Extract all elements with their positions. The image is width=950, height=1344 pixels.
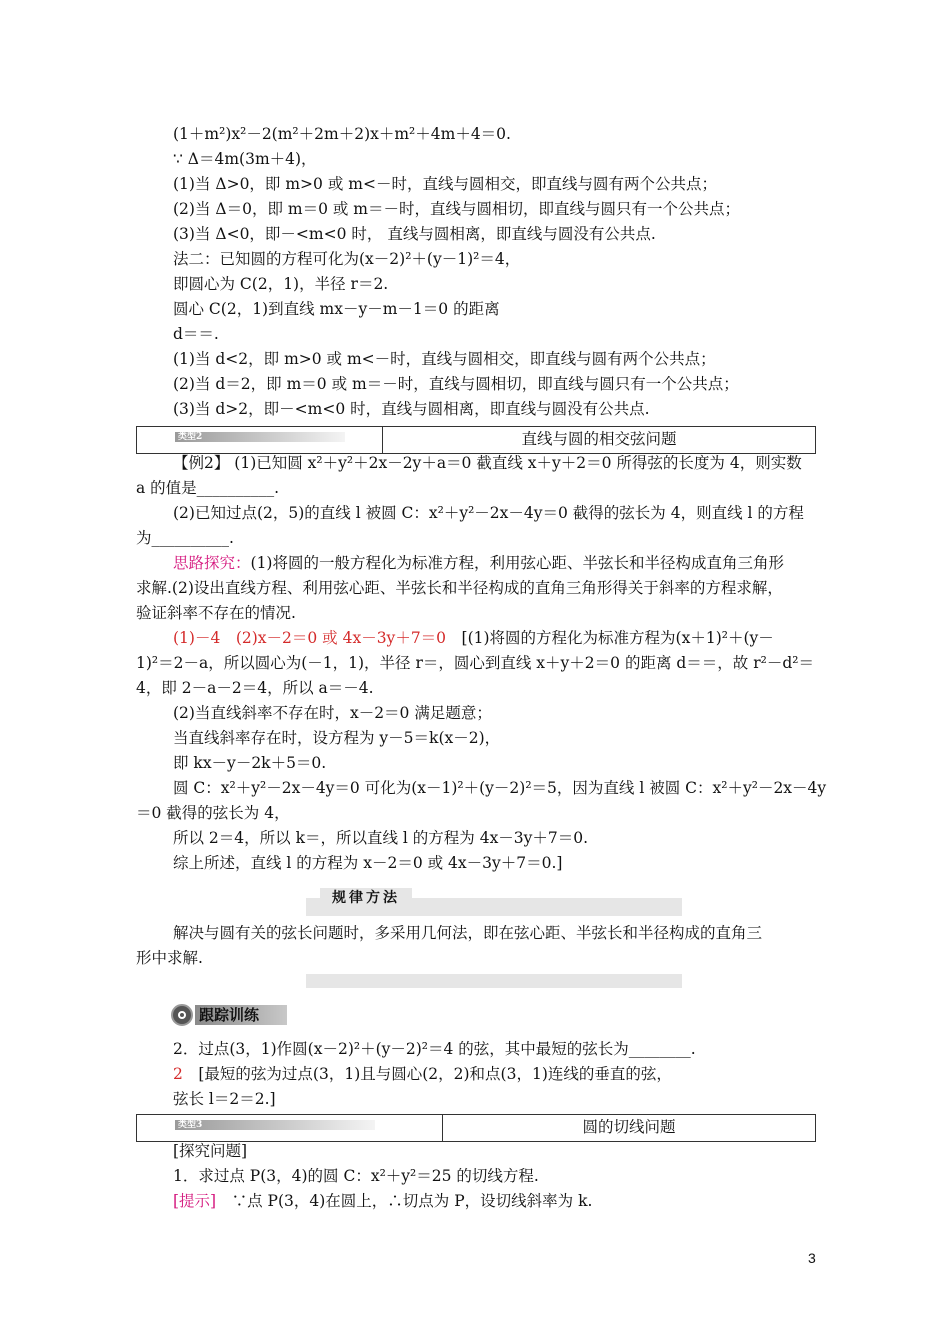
text-line: (1)当 d<2，即 m>0 或 m<－时，直线与圆相交，即直线与圆有两个公共点；: [173, 350, 716, 368]
text-line: (2)当 Δ＝0，即 m＝0 或 m＝－时，直线与圆相切，即直线与圆只有一个公共点；: [173, 200, 740, 218]
thinking-line: 求解.(2)设出直线方程、利用弦心距、半弦长和半径构成的直角三角形得关于斜率的方程求解，: [136, 579, 783, 597]
type-tag: 类型2: [175, 432, 345, 442]
page-number: 3: [808, 1250, 816, 1266]
text-line: 法二：已知圆的方程可化为(x－2)²＋(y－1)²＝4，: [173, 250, 521, 268]
text-line: d＝＝.: [173, 325, 219, 343]
section-title: 直线与圆的相交弦问题: [521, 430, 677, 448]
method-line: 形中求解.: [136, 949, 203, 967]
method-bar-bottom: [306, 974, 682, 988]
thinking-label: 思路探究：: [173, 554, 251, 572]
question-line: 2．过点(3，1)作圆(x－2)²＋(y－2)²＝4 的弦，其中最短的弦长为________.: [173, 1040, 696, 1058]
thinking-text: (1)将圆的一般方程化为标准方程，利用弦心距、半弦长和半径构成直角三角形: [250, 554, 784, 572]
text-line: 即圆心为 C(2，1)，半径 r＝2.: [173, 275, 389, 293]
section-title: 圆的切线问题: [582, 1118, 676, 1136]
section-header-type3: [136, 1114, 816, 1142]
example-line: a 的值是__________.: [136, 479, 280, 497]
text-line: (2)当 d＝2，即 m＝0 或 m＝－时，直线与圆相切，即直线与圆只有一个公共点；: [173, 375, 739, 393]
answer-key: (1)－4 (2)x－2＝0 或 4x－3y＋7＝0: [173, 629, 447, 647]
example-line: 【例2】 (1)已知圆 x²＋y²＋2x－2y＋a＝0 截直线 x＋y＋2＝0 所得弦的长度为 4，则实数: [173, 454, 802, 472]
explore-question: 1．求过点 P(3，4)的圆 C：x²＋y²＝25 的切线方程.: [173, 1167, 539, 1185]
thinking-line: [173, 552, 784, 574]
target-icon: [171, 1004, 193, 1026]
track-answer-key: 2: [173, 1065, 183, 1083]
answer-line: 综上所述，直线 l 的方程为 x－2＝0 或 4x－3y＋7＝0.]: [173, 854, 563, 872]
text-line: 圆心 C(2，1)到直线 mx－y－m－1＝0 的距离: [173, 300, 500, 318]
answer-line: 当直线斜率存在时，设方程为 y－5＝k(x－2)，: [173, 729, 501, 747]
track-answer-line: [173, 1063, 672, 1085]
answer-line: 即 kx－y－2k＋5＝0.: [173, 754, 327, 772]
hint-line: [173, 1190, 592, 1212]
section-header-type2: [136, 426, 816, 454]
hint-label: [提示]: [173, 1192, 217, 1210]
type-tag: 类型3: [175, 1120, 375, 1130]
track-tag: 跟踪训练: [195, 1005, 287, 1025]
track-badge: [171, 1004, 287, 1026]
track-answer-line: 弦长 l＝2＝2.]: [173, 1090, 276, 1108]
answer-line: [173, 627, 774, 649]
answer-line: 圆 C：x²＋y²－2x－4y＝0 可化为(x－1)²＋(y－2)²＝5，因为直线 l 被圆 C：x²＋y²－2x－4y: [173, 779, 827, 797]
text-line: (3)当 Δ<0，即－<m<0 时， 直线与圆相离，即直线与圆没有公共点.: [173, 225, 656, 243]
text-line: (3)当 d>2，即－<m<0 时，直线与圆相离，即直线与圆没有公共点.: [173, 400, 650, 418]
answer-line: ＝0 截得的弦长为 4，: [136, 804, 290, 822]
explore-label: [探究问题]: [173, 1142, 248, 1160]
thinking-line: 验证斜率不存在的情况.: [136, 604, 296, 622]
method-line: 解决与圆有关的弦长问题时，多采用几何法，即在弦心距、半弦长和半径构成的直角三: [173, 924, 763, 942]
text-line: ∵ Δ＝4m(3m＋4)，: [173, 150, 317, 168]
example-line: (2)已知过点(2，5)的直线 l 被圆 C：x²＋y²－2x－4y＝0 截得的弦长为 4，则直线 l 的方程: [173, 504, 804, 522]
example-line: 为__________.: [136, 529, 234, 547]
text-line: (1＋m²)x²－2(m²＋2m＋2)x＋m²＋4m＋4＝0.: [173, 125, 511, 143]
text-line: (1)当 Δ>0，即 m>0 或 m<－时，直线与圆相交，即直线与圆有两个公共点；: [173, 175, 717, 193]
hint-text: ∵点 P(3，4)在圆上，∴切点为 P，设切线斜率为 k.: [216, 1192, 593, 1210]
method-tag: 规律方法: [320, 888, 412, 908]
answer-text: [(1)将圆的方程化为标准方程为(x＋1)²＋(y－: [446, 629, 774, 647]
answer-line: 所以 2＝4，所以 k＝，所以直线 l 的方程为 4x－3y＋7＝0.: [173, 829, 589, 847]
answer-line: 4，即 2－a－2＝4，所以 a＝－4.: [136, 679, 374, 697]
answer-line: (2)当直线斜率不存在时，x－2＝0 满足题意；: [173, 704, 492, 722]
track-answer-text: [最短的弦为过点(3，1)且与圆心(2，2)和点(3，1)连线的垂直的弦，: [182, 1065, 672, 1083]
answer-line: 1)²＝2－a，所以圆心为(－1，1)，半径 r＝，圆心到直线 x＋y＋2＝0 的距离 d＝＝，故 r²－d²＝: [136, 654, 814, 672]
